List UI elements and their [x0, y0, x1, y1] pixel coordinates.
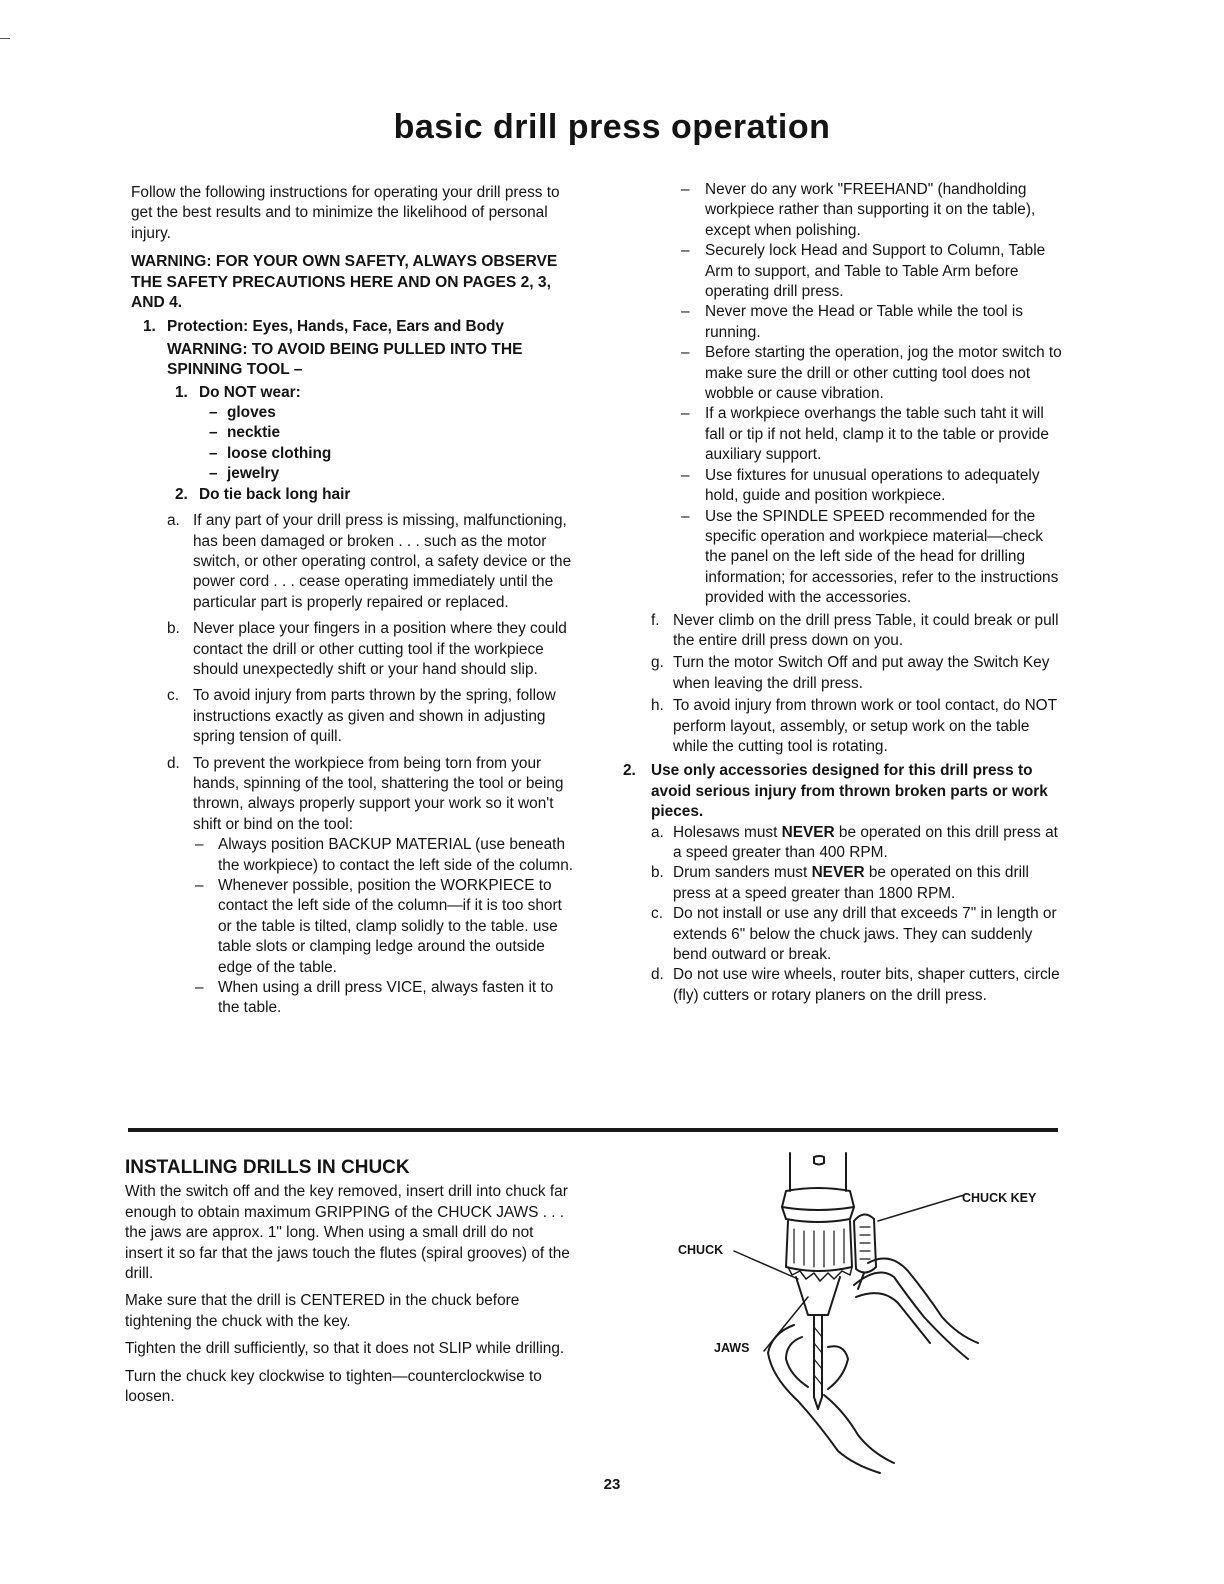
dash-marker: – — [681, 303, 690, 321]
support-bullet — [131, 978, 578, 1019]
install-paragraph: With the switch off and the key removed, insert drill into chuck far enough to obtain maximum GRIPPING of the CHUCK JAWS . . . the jaws are approx. 1" long. When using a small drill do not insert it so far that the jaws touch the flutes (spiral grooves) of the drill. — [125, 1183, 570, 1283]
bullet-text: Never move the Head or Table while the tool is running. — [705, 303, 1023, 341]
bullet-text: Whenever possible, position the WORKPIECE to contact the left side of the column—if it is too short or the table is tilted, clamp solidly to the table. use table slots or clamping ledge around the outside edge of the table. — [218, 877, 562, 976]
item-text: Do not use wire wheels, router bits, shaper cutters, circle (fly) cutters or rotary planers on the drill press. — [673, 966, 1060, 1004]
right-column — [623, 180, 1063, 1006]
item-text: Never place your fingers in a position where they could contact the drill or other cutting tool if the workpiece should unexpectedly shift or your hand should slip. — [193, 620, 567, 678]
list-item-g — [623, 653, 1063, 694]
list-item-c — [131, 686, 578, 747]
bullet-text: Use the SPINDLE SPEED recommended for the specific operation and workpiece material—check the panel on the left side of the head for drilling information; for accessories, refer to the instructions provided with the accessories. — [705, 507, 1059, 607]
tie-back-hair — [131, 485, 578, 505]
subitem-title: Do NOT wear: — [199, 383, 301, 401]
item-letter: b. — [651, 864, 664, 882]
item-letter: c. — [651, 905, 663, 923]
install-paragraph: Turn the chuck key clockwise to tighten—counterclockwise to loosen. — [125, 1367, 542, 1406]
dash-marker: – — [681, 466, 690, 484]
bullet-text: When using a drill press VICE, always fasten it to the table. — [218, 979, 554, 1017]
item-letter: d. — [167, 754, 180, 772]
wear-item-text: gloves — [227, 404, 276, 422]
bullet-text: Never do any work "FREEHAND" (handholding workpiece rather than supporting it on the table), except when polishing. — [705, 181, 1036, 239]
emphasis-never: NEVER — [811, 864, 865, 882]
emphasis-never: NEVER — [781, 823, 835, 841]
chuck-illustration — [668, 1147, 1068, 1477]
list-item-a — [131, 511, 578, 613]
installing-drills-section — [125, 1158, 571, 1414]
left-column — [131, 183, 578, 1019]
item-text: be operated on this drill press at a speed greater than 1800 RPM. — [673, 864, 1029, 902]
safety-bullet — [623, 507, 1063, 609]
dash-marker: – — [681, 242, 690, 260]
safety-bullet — [623, 404, 1063, 465]
bullet-text: Always position BACKUP MATERIAL (use beneath the workpiece) to contact the left side of the column. — [218, 836, 574, 874]
wear-item — [131, 464, 578, 484]
list-item-b — [131, 619, 578, 680]
chuck-label: CHUCK — [678, 1243, 724, 1257]
item-letter: b. — [167, 620, 180, 638]
safety-bullet — [623, 241, 1063, 302]
dash-marker: – — [195, 877, 204, 894]
page-title: basic drill press operation — [393, 108, 831, 146]
list-item-2d — [623, 965, 1063, 1006]
safety-warning: WARNING: FOR YOUR OWN SAFETY, ALWAYS OBSERVE THE SAFETY PRECAUTIONS HERE AND ON PAGES 2, 3, AND 4. — [131, 253, 558, 312]
jaws-label: JAWS — [714, 1341, 750, 1355]
item-letter: h. — [651, 697, 664, 715]
dash-marker: – — [195, 836, 204, 854]
section-2-title: Use only accessories designed for this drill press to avoid serious injury from thrown broken parts or work pieces. — [651, 762, 1048, 821]
item-text: To avoid injury from parts thrown by the spring, follow instructions exactly as given and shown in adjusting spring tension of quill. — [193, 687, 556, 746]
subitem-title: Do tie back long hair — [199, 485, 351, 503]
item-letter: a. — [167, 512, 180, 530]
item-text: Holesaws must — [673, 823, 782, 841]
dash-marker: – — [681, 344, 690, 362]
chuck-key-label: CHUCK KEY — [962, 1191, 1037, 1205]
item-text: To prevent the workpiece from being torn from your hands, spinning of the tool, shattering the tool or being thrown, always properly support your work so it won't shift or bind on the tool: — [193, 754, 564, 833]
item-text: Never climb on the drill press Table, it could break or pull the entire drill press down on you. — [673, 611, 1059, 649]
list-item-2c — [623, 904, 1063, 965]
dash-marker: – — [209, 424, 218, 442]
subitem-number: 2. — [175, 485, 188, 503]
list-item-f — [623, 611, 1063, 652]
wear-item — [131, 403, 578, 423]
safety-bullet — [623, 302, 1063, 343]
safety-bullet — [623, 180, 1063, 241]
pulled-in-warning: WARNING: TO AVOID BEING PULLED INTO THE SPINNING TOOL – — [167, 340, 523, 379]
item-text: To avoid injury from thrown work or tool contact, do NOT perform layout, assembly, or setup work on the table while the cutting tool is rotating. — [673, 697, 1057, 755]
dash-marker: – — [681, 405, 690, 423]
support-bullet — [131, 876, 578, 978]
wear-item — [131, 444, 578, 464]
item-letter: c. — [167, 687, 179, 705]
item-text: Drum sanders must — [673, 864, 812, 882]
wear-item-text: jewelry — [227, 465, 280, 483]
item-letter: g. — [651, 654, 664, 672]
intro-paragraph: Follow the following instructions for operating your drill press to get the best results and to minimize the likelihood of personal injury. — [131, 184, 560, 242]
dash-marker: – — [681, 181, 690, 198]
item-text: Turn the motor Switch Off and put away the Switch Key when leaving the drill press. — [673, 654, 1050, 692]
installing-drills-heading: INSTALLING DRILLS IN CHUCK — [125, 1157, 410, 1178]
wear-item — [131, 423, 578, 443]
bullet-text: Before starting the operation, jog the motor switch to make sure the drill or other cutting tool does not wobble or cause vibration. — [705, 344, 1062, 403]
bullet-text: If a workpiece overhangs the table such taht it will fall or tip if not held, clamp it to the table or provide auxiliary support. — [705, 405, 1049, 464]
item-text: If any part of your drill press is missing, malfunctioning, has been damaged or broken . . . such as the motor switch, or other operating control, a safety device or the power cord . . . cease operating immediately until the particular part is properly repaired or replaced. — [193, 512, 572, 611]
safety-bullet — [623, 466, 1063, 507]
list-item-h — [623, 696, 1063, 757]
dash-marker: – — [195, 979, 204, 997]
dash-marker: – — [209, 444, 218, 462]
list-item-d — [131, 754, 578, 836]
item-letter: a. — [651, 823, 664, 841]
install-paragraph: Tighten the drill sufficiently, so that it does not SLIP while drilling. — [125, 1340, 565, 1358]
section-1-title: Protection: Eyes, Hands, Face, Ears and Body — [167, 318, 504, 336]
dash-marker: – — [681, 507, 690, 525]
wear-item-text: loose clothing — [227, 444, 332, 462]
install-paragraph: Make sure that the drill is CENTERED in the chuck before tightening the chuck with the key. — [125, 1292, 520, 1330]
support-bullet — [131, 835, 578, 876]
wear-item-text: necktie — [227, 424, 281, 442]
section-1-heading — [131, 317, 578, 337]
subitem-number: 1. — [175, 383, 188, 401]
section-1-number: 1. — [143, 318, 156, 336]
section-divider — [128, 1128, 1058, 1132]
bullet-text: Securely lock Head and Support to Column, Table Arm to support, and Table to Table Arm before operating drill press. — [705, 242, 1046, 301]
list-item-2a — [623, 823, 1063, 864]
bullet-text: Use fixtures for unusual operations to adequately hold, guide and position workpiece. — [705, 466, 1040, 505]
dash-marker: – — [209, 465, 218, 483]
page-number: 23 — [603, 1476, 621, 1493]
list-item-2b — [623, 863, 1063, 904]
item-letter: f. — [651, 611, 660, 629]
section-2-number: 2. — [623, 762, 636, 780]
item-text: Do not install or use any drill that exceeds 7" in length or extends 6" below the chuck jaws. They can suddenly bend outward or break. — [673, 905, 1057, 964]
do-not-wear-heading — [131, 383, 578, 403]
safety-bullet — [623, 343, 1063, 404]
section-2-heading — [623, 761, 1063, 822]
dash-marker: – — [209, 404, 218, 422]
item-letter: d. — [651, 966, 664, 984]
scan-corner-mark — [0, 38, 10, 39]
item-text: be operated on this drill press at a speed greater than 400 RPM. — [673, 823, 1058, 861]
